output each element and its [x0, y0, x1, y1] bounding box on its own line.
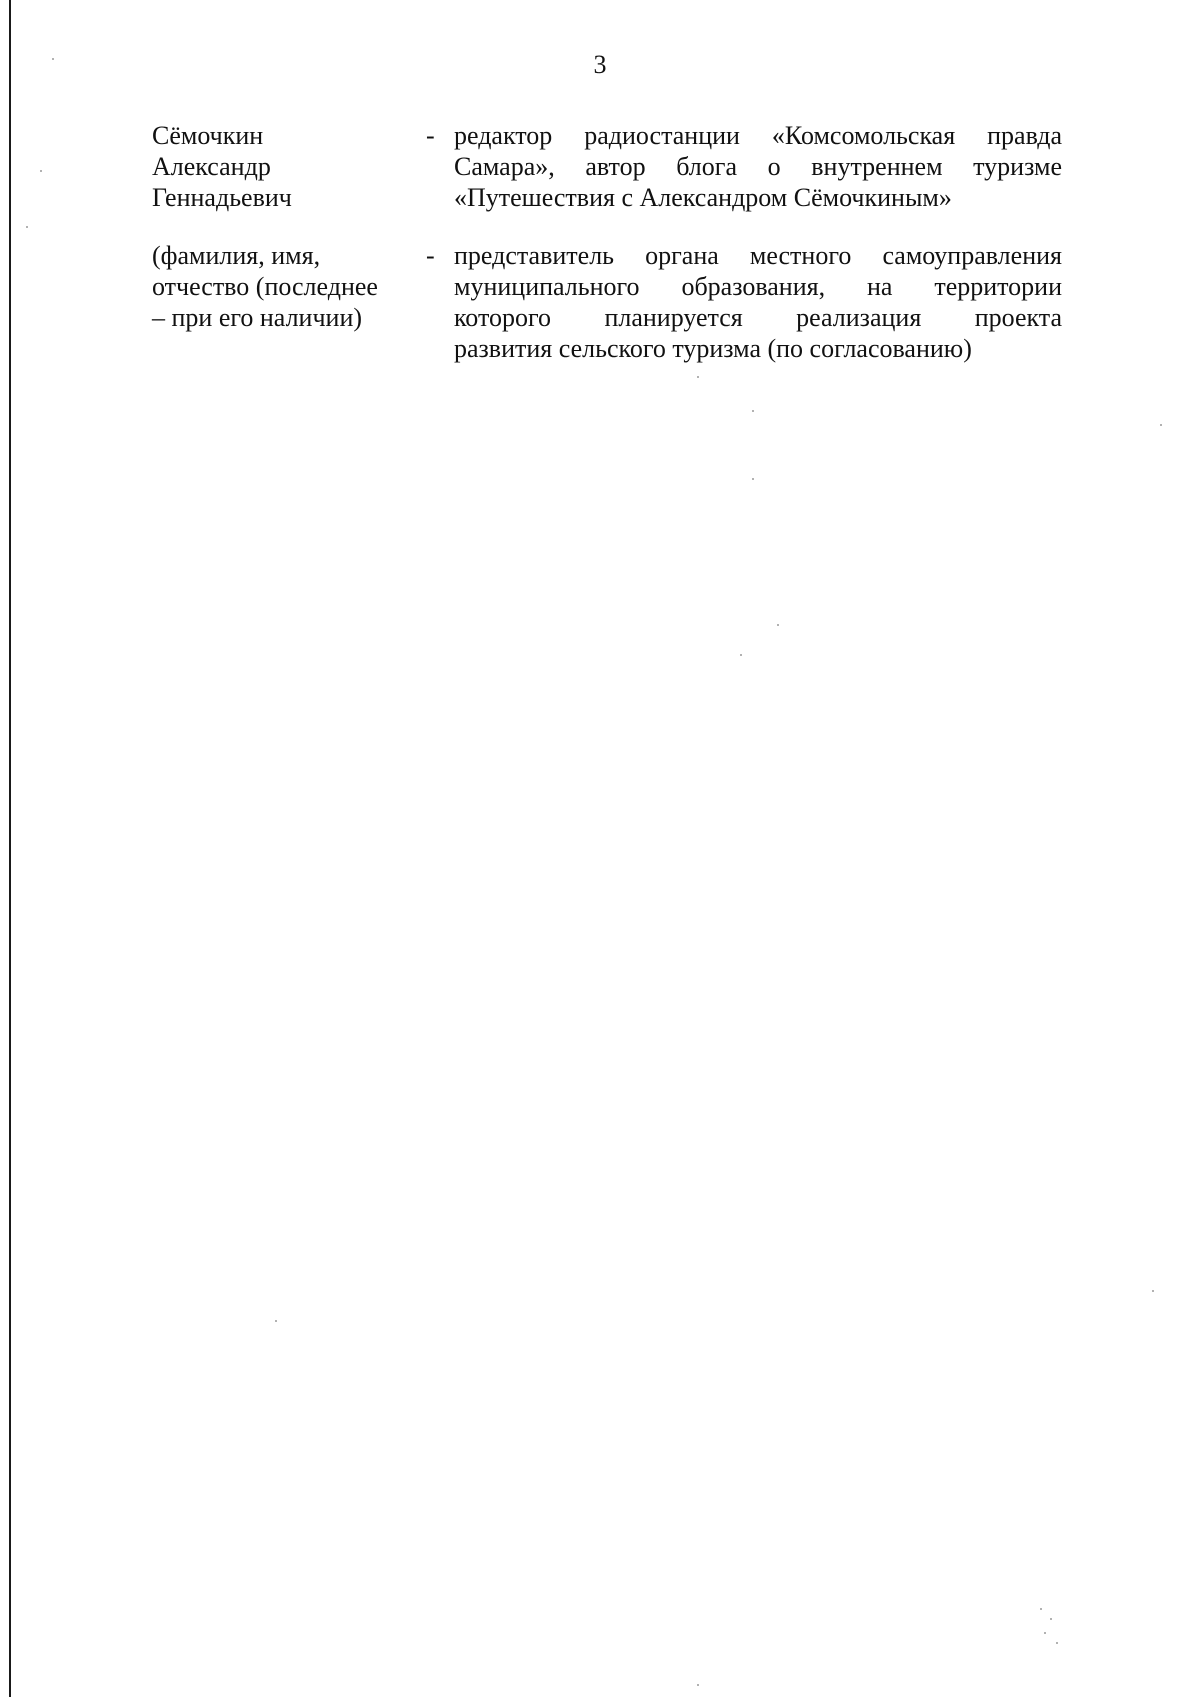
scan-speck	[752, 410, 754, 412]
name-line: отчество (последнее	[152, 272, 378, 301]
scan-speck	[777, 624, 779, 626]
scan-speck	[26, 226, 28, 228]
description-line: развития сельского туризма (по согласованию)	[454, 334, 972, 363]
description-line: муниципального образования, на территории	[454, 272, 1062, 301]
member-name	[152, 120, 412, 213]
description-line: Самара», автор блога о внутреннем туризме	[454, 152, 1062, 181]
name-line: – при его наличии)	[152, 303, 363, 332]
member-name	[152, 240, 412, 333]
scan-speck	[752, 478, 754, 480]
name-line: Сёмочкин	[152, 121, 264, 150]
name-line: Геннадьевич	[152, 183, 292, 212]
scan-edge-line	[9, 0, 11, 1697]
scan-speck	[52, 58, 54, 60]
description-line: «Путешествия с Александром Сёмочкиным»	[454, 183, 952, 212]
name-line: Александр	[152, 152, 271, 181]
scan-speck	[1152, 1290, 1154, 1292]
name-line: (фамилия, имя,	[152, 241, 321, 270]
scan-speck	[1056, 1642, 1058, 1644]
page-number: 3	[593, 50, 607, 79]
scan-speck	[697, 376, 699, 378]
member-description	[454, 120, 1062, 213]
entry-dash: -	[426, 241, 435, 270]
scan-speck	[1160, 424, 1162, 426]
description-line: редактор радиостанции «Комсомольская правда	[454, 121, 1062, 150]
description-line: которого планируется реализация проекта	[454, 303, 1062, 332]
scan-speck	[740, 654, 742, 656]
scan-speck	[697, 1684, 699, 1686]
scan-speck	[40, 170, 42, 172]
scan-speck	[275, 1320, 277, 1322]
scan-speck	[1044, 1632, 1046, 1634]
scan-speck	[1040, 1608, 1042, 1610]
entry-dash: -	[426, 121, 435, 150]
scan-speck	[1050, 1618, 1052, 1620]
description-line: представитель органа местного самоуправления	[454, 241, 1062, 270]
member-description	[454, 240, 1062, 364]
